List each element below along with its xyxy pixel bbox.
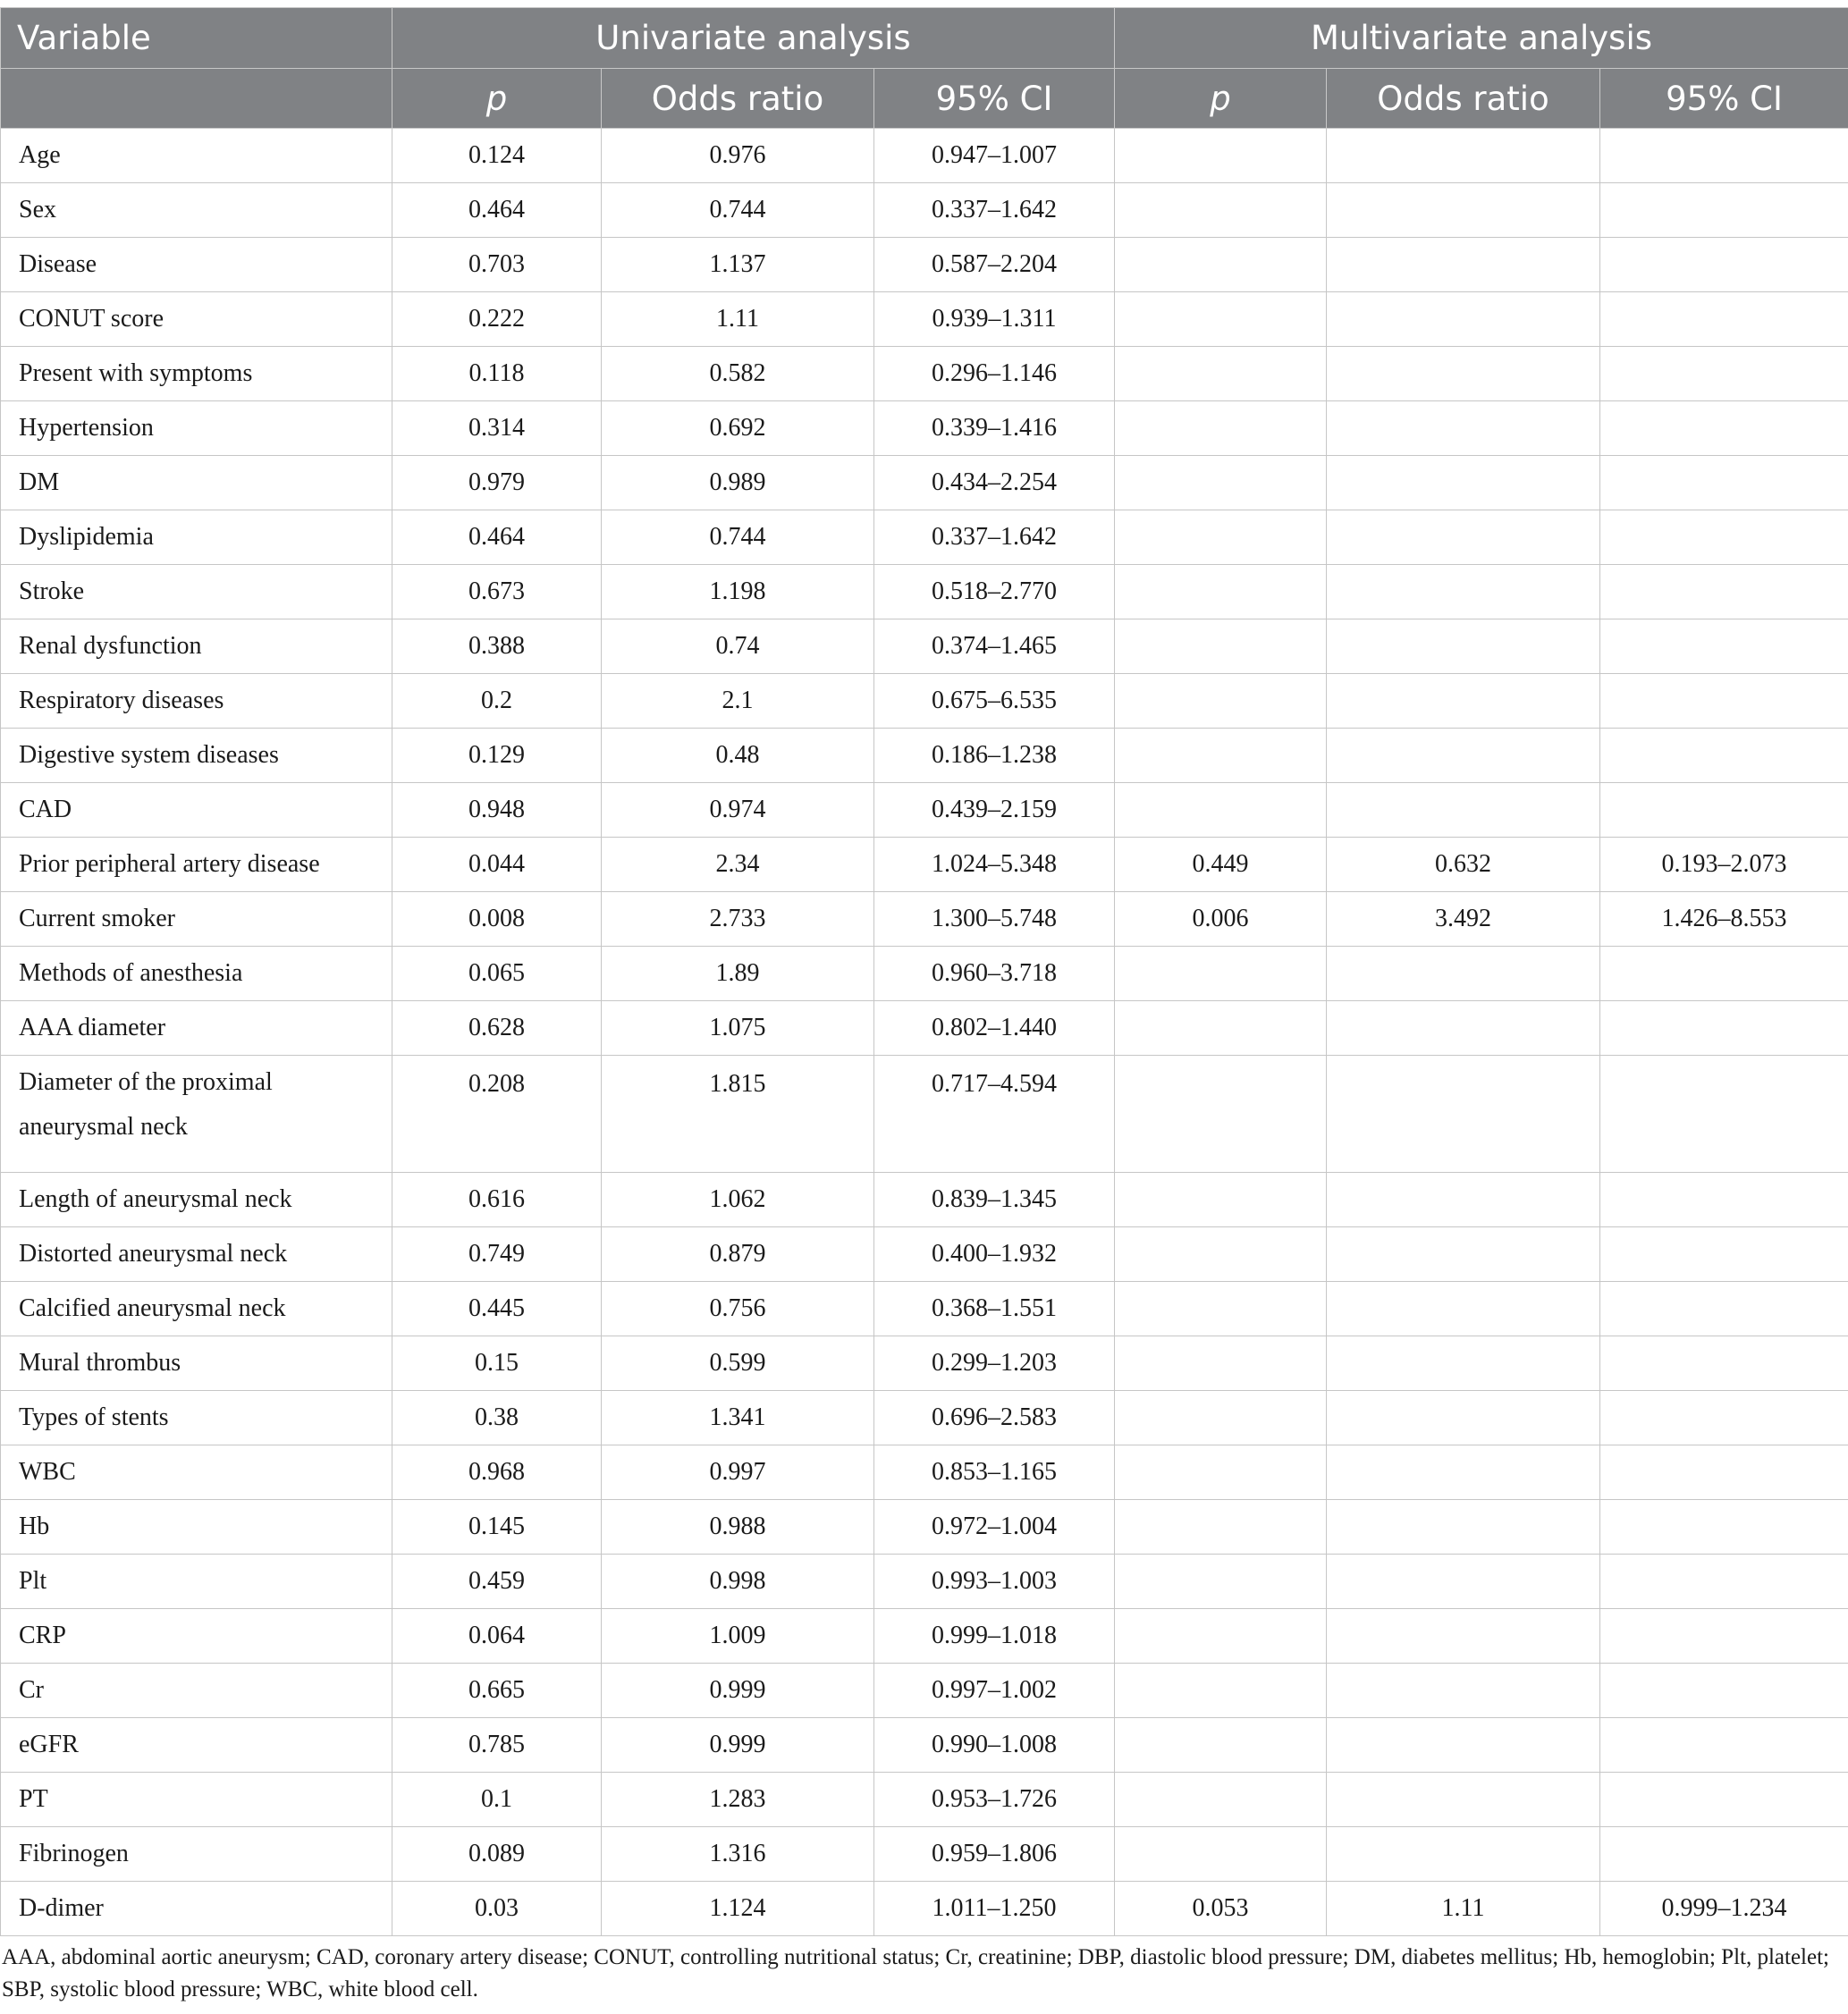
header-univariate-ci: 95% CI <box>874 69 1115 129</box>
cell-multivariate-p <box>1115 456 1327 510</box>
cell-multivariate-ci <box>1600 729 1848 783</box>
cell-multivariate-p <box>1115 1609 1327 1664</box>
cell-multivariate-p: 0.006 <box>1115 892 1327 947</box>
cell-multivariate-p <box>1115 1227 1327 1282</box>
cell-univariate-odds-ratio: 1.316 <box>602 1827 874 1882</box>
cell-multivariate-p <box>1115 1718 1327 1773</box>
cell-univariate-p: 0.089 <box>392 1827 602 1882</box>
cell-univariate-odds-ratio: 0.989 <box>602 456 874 510</box>
cell-multivariate-p <box>1115 1773 1327 1827</box>
cell-multivariate-ci <box>1600 1056 1848 1173</box>
cell-variable: Mural thrombus <box>1 1336 392 1391</box>
cell-univariate-odds-ratio: 0.998 <box>602 1555 874 1609</box>
cell-univariate-odds-ratio: 2.733 <box>602 892 874 947</box>
cell-multivariate-odds-ratio: 3.492 <box>1327 892 1600 947</box>
cell-multivariate-ci <box>1600 292 1848 347</box>
cell-univariate-p: 0.38 <box>392 1391 602 1445</box>
table-row <box>1 238 1848 292</box>
cell-multivariate-ci <box>1600 1773 1848 1827</box>
cell-univariate-ci: 0.675–6.535 <box>874 674 1115 729</box>
table-row <box>1 1773 1848 1827</box>
cell-multivariate-ci <box>1600 1227 1848 1282</box>
cell-variable: Prior peripheral artery disease <box>1 838 392 892</box>
cell-variable: Respiratory diseases <box>1 674 392 729</box>
table-row <box>1 1336 1848 1391</box>
cell-variable: D-dimer <box>1 1882 392 1936</box>
cell-multivariate-p <box>1115 292 1327 347</box>
cell-univariate-odds-ratio: 1.124 <box>602 1882 874 1936</box>
cell-univariate-ci: 0.439–2.159 <box>874 783 1115 838</box>
cell-variable: eGFR <box>1 1718 392 1773</box>
cell-multivariate-ci <box>1600 1718 1848 1773</box>
cell-univariate-p: 0.665 <box>392 1664 602 1718</box>
table-row <box>1 1664 1848 1718</box>
cell-multivariate-ci <box>1600 783 1848 838</box>
cell-univariate-p: 0.008 <box>392 892 602 947</box>
cell-multivariate-p <box>1115 1664 1327 1718</box>
cell-multivariate-ci <box>1600 674 1848 729</box>
header-univariate: Univariate analysis <box>392 8 1115 69</box>
cell-multivariate-odds-ratio <box>1327 674 1600 729</box>
cell-multivariate-odds-ratio <box>1327 1827 1600 1882</box>
cell-univariate-p: 0.628 <box>392 1001 602 1056</box>
table-row <box>1 456 1848 510</box>
cell-multivariate-odds-ratio <box>1327 947 1600 1001</box>
cell-multivariate-p <box>1115 1827 1327 1882</box>
cell-univariate-odds-ratio: 0.74 <box>602 619 874 674</box>
cell-univariate-ci: 0.802–1.440 <box>874 1001 1115 1056</box>
table-row <box>1 1827 1848 1882</box>
cell-multivariate-odds-ratio <box>1327 401 1600 456</box>
cell-univariate-p: 0.459 <box>392 1555 602 1609</box>
cell-multivariate-odds-ratio <box>1327 1664 1600 1718</box>
cell-variable: Distorted aneurysmal neck <box>1 1227 392 1282</box>
cell-univariate-p: 0.129 <box>392 729 602 783</box>
table-row <box>1 1500 1848 1555</box>
cell-univariate-odds-ratio: 0.997 <box>602 1445 874 1500</box>
cell-univariate-odds-ratio: 1.137 <box>602 238 874 292</box>
header-univariate-odds-ratio: Odds ratio <box>602 69 874 129</box>
cell-univariate-p: 0.948 <box>392 783 602 838</box>
cell-multivariate-p <box>1115 1391 1327 1445</box>
cell-multivariate-ci <box>1600 565 1848 619</box>
cell-variable: Sex <box>1 183 392 238</box>
cell-univariate-odds-ratio: 1.815 <box>602 1056 874 1173</box>
cell-univariate-p: 0.065 <box>392 947 602 1001</box>
table-row <box>1 1282 1848 1336</box>
table-row <box>1 565 1848 619</box>
cell-multivariate-p <box>1115 1001 1327 1056</box>
cell-multivariate-ci <box>1600 1555 1848 1609</box>
cell-multivariate-ci <box>1600 401 1848 456</box>
cell-univariate-ci: 0.953–1.726 <box>874 1773 1115 1827</box>
cell-univariate-odds-ratio: 1.89 <box>602 947 874 1001</box>
cell-univariate-odds-ratio: 0.692 <box>602 401 874 456</box>
cell-variable: Plt <box>1 1555 392 1609</box>
cell-variable: Renal dysfunction <box>1 619 392 674</box>
cell-univariate-ci: 0.587–2.204 <box>874 238 1115 292</box>
cell-multivariate-ci: 1.426–8.553 <box>1600 892 1848 947</box>
cell-univariate-p: 0.064 <box>392 1609 602 1664</box>
cell-univariate-ci: 0.518–2.770 <box>874 565 1115 619</box>
cell-variable: Types of stents <box>1 1391 392 1445</box>
cell-multivariate-odds-ratio <box>1327 238 1600 292</box>
header-multivariate-ci: 95% CI <box>1600 69 1848 129</box>
cell-multivariate-odds-ratio <box>1327 1500 1600 1555</box>
cell-univariate-ci: 0.947–1.007 <box>874 129 1115 183</box>
cell-multivariate-odds-ratio <box>1327 1227 1600 1282</box>
table-row <box>1 1555 1848 1609</box>
cell-multivariate-p <box>1115 729 1327 783</box>
cell-multivariate-p <box>1115 347 1327 401</box>
table-row <box>1 729 1848 783</box>
cell-univariate-ci: 0.434–2.254 <box>874 456 1115 510</box>
cell-multivariate-odds-ratio <box>1327 1391 1600 1445</box>
cell-univariate-p: 0.388 <box>392 619 602 674</box>
table-row <box>1 1445 1848 1500</box>
cell-univariate-ci: 0.299–1.203 <box>874 1336 1115 1391</box>
cell-multivariate-p <box>1115 674 1327 729</box>
cell-multivariate-p <box>1115 565 1327 619</box>
cell-multivariate-odds-ratio <box>1327 292 1600 347</box>
table-row <box>1 401 1848 456</box>
cell-multivariate-ci <box>1600 238 1848 292</box>
cell-univariate-ci: 0.999–1.018 <box>874 1609 1115 1664</box>
cell-multivariate-odds-ratio <box>1327 729 1600 783</box>
cell-multivariate-ci <box>1600 183 1848 238</box>
cell-multivariate-odds-ratio <box>1327 183 1600 238</box>
cell-multivariate-ci <box>1600 947 1848 1001</box>
table-row <box>1 1718 1848 1773</box>
cell-univariate-p: 0.445 <box>392 1282 602 1336</box>
cell-univariate-p: 0.314 <box>392 401 602 456</box>
cell-variable: CONUT score <box>1 292 392 347</box>
cell-multivariate-odds-ratio <box>1327 1282 1600 1336</box>
cell-multivariate-p <box>1115 401 1327 456</box>
cell-variable: Methods of anesthesia <box>1 947 392 1001</box>
cell-multivariate-odds-ratio <box>1327 1001 1600 1056</box>
cell-multivariate-p <box>1115 238 1327 292</box>
cell-multivariate-ci <box>1600 1391 1848 1445</box>
cell-multivariate-p <box>1115 129 1327 183</box>
table-row <box>1 510 1848 565</box>
cell-multivariate-p <box>1115 183 1327 238</box>
cell-univariate-ci: 1.011–1.250 <box>874 1882 1115 1936</box>
table-header <box>1 8 1848 129</box>
cell-univariate-p: 0.464 <box>392 510 602 565</box>
cell-univariate-ci: 0.960–3.718 <box>874 947 1115 1001</box>
cell-univariate-p: 0.979 <box>392 456 602 510</box>
cell-univariate-p: 0.616 <box>392 1173 602 1227</box>
cell-univariate-ci: 0.939–1.311 <box>874 292 1115 347</box>
cell-univariate-odds-ratio: 0.582 <box>602 347 874 401</box>
cell-univariate-odds-ratio: 0.879 <box>602 1227 874 1282</box>
cell-variable: Calcified aneurysmal neck <box>1 1282 392 1336</box>
cell-univariate-p: 0.2 <box>392 674 602 729</box>
cell-univariate-ci: 0.993–1.003 <box>874 1555 1115 1609</box>
cell-multivariate-ci: 0.193–2.073 <box>1600 838 1848 892</box>
cell-variable: CRP <box>1 1609 392 1664</box>
cell-multivariate-ci <box>1600 1282 1848 1336</box>
cell-multivariate-odds-ratio <box>1327 129 1600 183</box>
cell-univariate-ci: 0.959–1.806 <box>874 1827 1115 1882</box>
cell-multivariate-odds-ratio <box>1327 1056 1600 1173</box>
cell-multivariate-ci <box>1600 619 1848 674</box>
cell-univariate-p: 0.208 <box>392 1056 602 1173</box>
cell-univariate-odds-ratio: 0.974 <box>602 783 874 838</box>
cell-multivariate-ci <box>1600 1500 1848 1555</box>
table-row <box>1 1882 1848 1936</box>
cell-univariate-odds-ratio: 1.198 <box>602 565 874 619</box>
cell-variable: Present with symptoms <box>1 347 392 401</box>
cell-multivariate-ci <box>1600 510 1848 565</box>
cell-univariate-ci: 0.368–1.551 <box>874 1282 1115 1336</box>
cell-univariate-ci: 0.997–1.002 <box>874 1664 1115 1718</box>
cell-multivariate-ci: 0.999–1.234 <box>1600 1882 1848 1936</box>
header-variable: Variable <box>1 8 392 69</box>
cell-multivariate-ci <box>1600 1664 1848 1718</box>
cell-multivariate-odds-ratio <box>1327 1718 1600 1773</box>
cell-univariate-odds-ratio: 0.756 <box>602 1282 874 1336</box>
cell-univariate-p: 0.673 <box>392 565 602 619</box>
table-row <box>1 292 1848 347</box>
cell-univariate-ci: 0.839–1.345 <box>874 1173 1115 1227</box>
cell-multivariate-odds-ratio <box>1327 510 1600 565</box>
cell-univariate-p: 0.044 <box>392 838 602 892</box>
cell-univariate-p: 0.703 <box>392 238 602 292</box>
header-multivariate-p: p <box>1115 69 1327 129</box>
cell-multivariate-p <box>1115 510 1327 565</box>
cell-multivariate-ci <box>1600 129 1848 183</box>
cell-univariate-ci: 0.400–1.932 <box>874 1227 1115 1282</box>
table-row <box>1 1609 1848 1664</box>
regression-table <box>0 7 1848 1936</box>
table-row <box>1 838 1848 892</box>
cell-multivariate-odds-ratio <box>1327 1773 1600 1827</box>
cell-variable: DM <box>1 456 392 510</box>
cell-multivariate-odds-ratio <box>1327 1555 1600 1609</box>
cell-univariate-odds-ratio: 2.1 <box>602 674 874 729</box>
cell-multivariate-ci <box>1600 456 1848 510</box>
cell-univariate-ci: 0.853–1.165 <box>874 1445 1115 1500</box>
table-row <box>1 1056 1848 1173</box>
cell-multivariate-odds-ratio <box>1327 347 1600 401</box>
cell-univariate-odds-ratio: 0.744 <box>602 183 874 238</box>
table-row <box>1 947 1848 1001</box>
cell-multivariate-odds-ratio: 0.632 <box>1327 838 1600 892</box>
cell-multivariate-p <box>1115 1500 1327 1555</box>
cell-univariate-odds-ratio: 1.075 <box>602 1001 874 1056</box>
cell-multivariate-ci <box>1600 1827 1848 1882</box>
cell-multivariate-odds-ratio <box>1327 565 1600 619</box>
cell-univariate-p: 0.222 <box>392 292 602 347</box>
cell-variable: Cr <box>1 1664 392 1718</box>
table-row <box>1 1391 1848 1445</box>
cell-variable: Hypertension <box>1 401 392 456</box>
cell-univariate-ci: 0.972–1.004 <box>874 1500 1115 1555</box>
table-row <box>1 1001 1848 1056</box>
cell-multivariate-p: 0.449 <box>1115 838 1327 892</box>
cell-univariate-odds-ratio: 1.009 <box>602 1609 874 1664</box>
cell-univariate-ci: 0.296–1.146 <box>874 347 1115 401</box>
cell-multivariate-odds-ratio <box>1327 619 1600 674</box>
cell-univariate-p: 0.749 <box>392 1227 602 1282</box>
header-multivariate: Multivariate analysis <box>1115 8 1848 69</box>
table-row <box>1 1227 1848 1282</box>
cell-univariate-ci: 0.696–2.583 <box>874 1391 1115 1445</box>
cell-multivariate-ci <box>1600 347 1848 401</box>
cell-univariate-ci: 0.374–1.465 <box>874 619 1115 674</box>
table-row <box>1 1173 1848 1227</box>
cell-variable: Disease <box>1 238 392 292</box>
cell-variable: Stroke <box>1 565 392 619</box>
cell-univariate-odds-ratio: 1.283 <box>602 1773 874 1827</box>
cell-univariate-odds-ratio: 2.34 <box>602 838 874 892</box>
cell-univariate-ci: 1.300–5.748 <box>874 892 1115 947</box>
cell-multivariate-p <box>1115 1173 1327 1227</box>
cell-univariate-odds-ratio: 0.599 <box>602 1336 874 1391</box>
cell-univariate-odds-ratio: 0.48 <box>602 729 874 783</box>
cell-multivariate-p <box>1115 1056 1327 1173</box>
cell-variable: PT <box>1 1773 392 1827</box>
cell-multivariate-p <box>1115 619 1327 674</box>
table-row <box>1 783 1848 838</box>
cell-univariate-ci: 0.339–1.416 <box>874 401 1115 456</box>
cell-univariate-p: 0.464 <box>392 183 602 238</box>
table-row <box>1 892 1848 947</box>
cell-univariate-p: 0.145 <box>392 1500 602 1555</box>
table-row <box>1 129 1848 183</box>
cell-variable: Fibrinogen <box>1 1827 392 1882</box>
cell-multivariate-odds-ratio: 1.11 <box>1327 1882 1600 1936</box>
cell-univariate-p: 0.1 <box>392 1773 602 1827</box>
cell-univariate-ci: 0.337–1.642 <box>874 183 1115 238</box>
cell-multivariate-p: 0.053 <box>1115 1882 1327 1936</box>
cell-univariate-ci: 1.024–5.348 <box>874 838 1115 892</box>
cell-multivariate-p <box>1115 1336 1327 1391</box>
cell-univariate-odds-ratio: 0.744 <box>602 510 874 565</box>
cell-multivariate-odds-ratio <box>1327 1609 1600 1664</box>
cell-variable: CAD <box>1 783 392 838</box>
cell-univariate-odds-ratio: 1.062 <box>602 1173 874 1227</box>
cell-univariate-ci: 0.186–1.238 <box>874 729 1115 783</box>
cell-multivariate-p <box>1115 783 1327 838</box>
cell-univariate-ci: 0.337–1.642 <box>874 510 1115 565</box>
cell-univariate-odds-ratio: 0.988 <box>602 1500 874 1555</box>
cell-variable: Dyslipidemia <box>1 510 392 565</box>
cell-univariate-p: 0.124 <box>392 129 602 183</box>
header-blank <box>1 69 392 129</box>
cell-variable: Age <box>1 129 392 183</box>
cell-multivariate-p <box>1115 1445 1327 1500</box>
cell-multivariate-p <box>1115 947 1327 1001</box>
table-container <box>0 7 1848 1936</box>
cell-univariate-ci: 0.990–1.008 <box>874 1718 1115 1773</box>
header-multivariate-odds-ratio: Odds ratio <box>1327 69 1600 129</box>
cell-multivariate-odds-ratio <box>1327 1173 1600 1227</box>
cell-multivariate-ci <box>1600 1173 1848 1227</box>
cell-univariate-p: 0.785 <box>392 1718 602 1773</box>
table-body <box>1 129 1848 1936</box>
cell-multivariate-ci <box>1600 1001 1848 1056</box>
cell-univariate-odds-ratio: 1.341 <box>602 1391 874 1445</box>
table-row <box>1 674 1848 729</box>
cell-univariate-ci: 0.717–4.594 <box>874 1056 1115 1173</box>
cell-univariate-p: 0.968 <box>392 1445 602 1500</box>
cell-multivariate-p <box>1115 1282 1327 1336</box>
cell-univariate-odds-ratio: 0.999 <box>602 1664 874 1718</box>
cell-multivariate-p <box>1115 1555 1327 1609</box>
cell-multivariate-odds-ratio <box>1327 1445 1600 1500</box>
cell-multivariate-odds-ratio <box>1327 783 1600 838</box>
table-footnote: AAA, abdominal aortic aneurysm; CAD, coronary artery disease; CONUT, controlling nutritional status; Cr, creatinine; DBP, diastolic blood pressure; DM, diabetes mellitus; Hb, hemoglobin; Plt, platelet; SBP, systolic blood pressure; WBC, white blood cell. <box>2 1945 1829 2001</box>
header-univariate-p: p <box>392 69 602 129</box>
table-row <box>1 347 1848 401</box>
cell-univariate-odds-ratio: 0.999 <box>602 1718 874 1773</box>
cell-variable: Current smoker <box>1 892 392 947</box>
cell-univariate-p: 0.03 <box>392 1882 602 1936</box>
cell-multivariate-ci <box>1600 1336 1848 1391</box>
table-row <box>1 619 1848 674</box>
cell-multivariate-odds-ratio <box>1327 456 1600 510</box>
cell-variable: AAA diameter <box>1 1001 392 1056</box>
cell-univariate-p: 0.15 <box>392 1336 602 1391</box>
cell-univariate-p: 0.118 <box>392 347 602 401</box>
cell-variable: Digestive system diseases <box>1 729 392 783</box>
cell-multivariate-ci <box>1600 1445 1848 1500</box>
cell-variable: Hb <box>1 1500 392 1555</box>
cell-variable: WBC <box>1 1445 392 1500</box>
cell-variable: Diameter of the proximal aneurysmal neck <box>1 1056 392 1173</box>
cell-multivariate-ci <box>1600 1609 1848 1664</box>
cell-univariate-odds-ratio: 0.976 <box>602 129 874 183</box>
cell-univariate-odds-ratio: 1.11 <box>602 292 874 347</box>
table-row <box>1 183 1848 238</box>
cell-multivariate-odds-ratio <box>1327 1336 1600 1391</box>
cell-variable: Length of aneurysmal neck <box>1 1173 392 1227</box>
